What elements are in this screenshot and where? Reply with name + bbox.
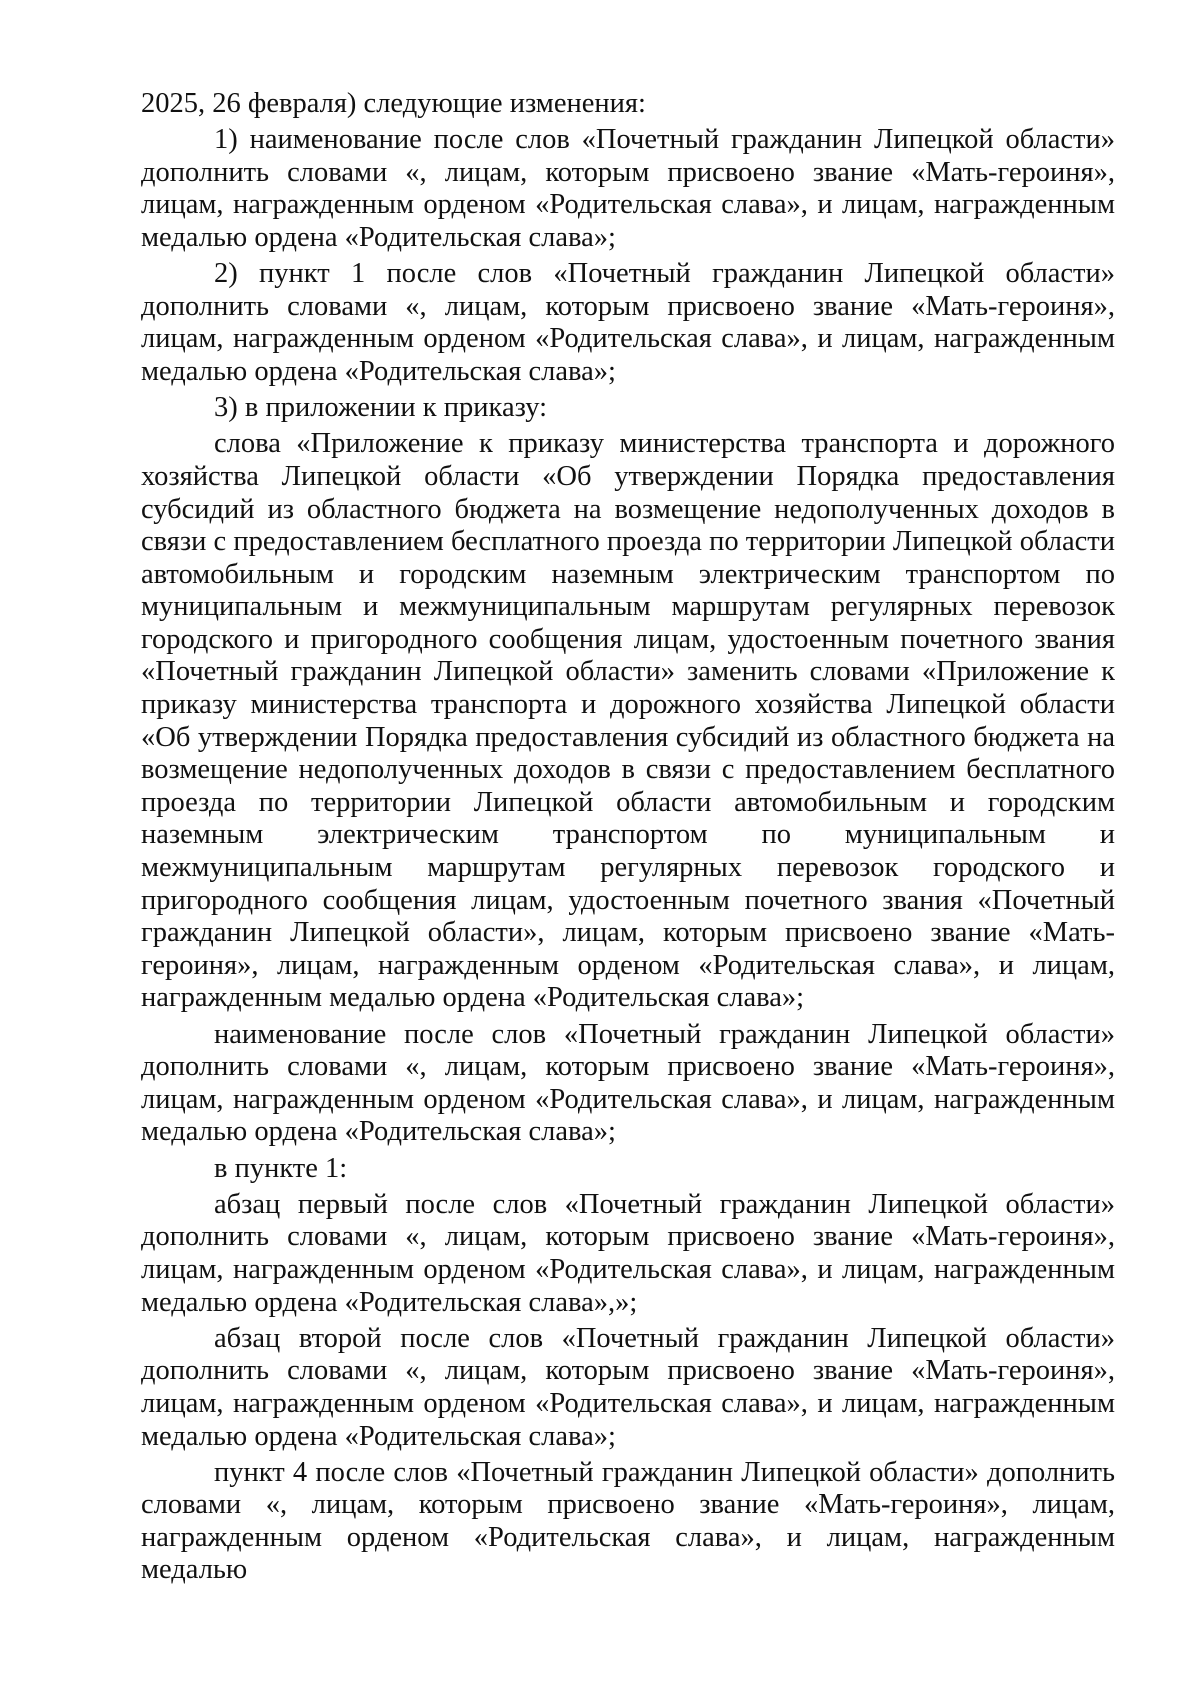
- paragraph-item-1: 1) наименование после слов «Почетный гражданин Липецкой области» дополнить словами «, лицам, которым присвоено звание «Мать-героиня», лицам, награжденным орденом «Родительская слава», и лицам, награжденным медалью ордена «Родительская слава»;: [141, 124, 1115, 253]
- paragraph-abzac-first: абзац первый после слов «Почетный гражданин Липецкой области» дополнить словами «, лицам, которым присвоено звание «Мать-героиня», лицам, награжденным орденом «Родительская слава», и лицам, награжденным медалью ордена «Родительская слава»,»;: [141, 1188, 1115, 1318]
- paragraph-words-replacement: слова «Приложение к приказу министерства транспорта и дорожного хозяйства Липецкой области «Об утверждении Порядка предоставления субсидий из областного бюджета на возмещение недополученных доходов в связи с предоставлением бесплатного проезда по территории Липецкой области автомобильным и городским наземным электрическим транспортом по муниципальным и межмуниципальным маршрутам регулярных перевозок городского и пригородного сообщения лицам, удостоенным почетного звания «Почетный гражданин Липецкой области» заменить словами «Приложение к приказу министерства транспорта и дорожного хозяйства Липецкой области «Об утверждении Порядка предоставления субсидий из областного бюджета на возмещение недополученных доходов в связи с предоставлением бесплатного проезда по территории Липецкой области автомобильным и городским наземным электрическим транспортом по муниципальным и межмуниципальным маршрутам регулярных перевозок городского и пригородного сообщения лицам, удостоенным почетного звания «Почетный гражданин Липецкой области», лицам, которым присвоено звание «Мать-героиня», лицам, награжденным орденом «Родительская слава», и лицам, награжденным медалью ордена «Родительская слава»;: [141, 428, 1115, 1014]
- paragraph-point-4: пункт 4 после слов «Почетный гражданин Липецкой области» дополнить словами «, лицам, которым присвоено звание «Мать-героиня», лицам, награжденным орденом «Родительская слава», и лицам, награжденным медалью: [141, 1456, 1115, 1586]
- paragraph-abzac-second: абзац второй после слов «Почетный гражданин Липецкой области» дополнить словами «, лицам, которым присвоено звание «Мать-героиня», лицам, награжденным орденом «Родительская слава», и лицам, награжденным медалью ордена «Родительская слава»;: [141, 1322, 1115, 1452]
- paragraph-title-amendment: наименование после слов «Почетный гражданин Липецкой области» дополнить словами «, лицам, которым присвоено звание «Мать-героиня», лицам, награжденным орденом «Родительская слава», и лицам, награжденным медалью ордена «Родительская слава»;: [141, 1018, 1115, 1148]
- paragraph-item-2: 2) пункт 1 после слов «Почетный гражданин Липецкой области» дополнить словами «, лицам, которым присвоено звание «Мать-героиня», лицам, награжденным орденом «Родительская слава», и лицам, награжденным медалью ордена «Родительская слава»;: [141, 258, 1115, 387]
- document-page: [141, 88, 1115, 1591]
- paragraph-in-point-1: в пункте 1:: [214, 1152, 348, 1184]
- paragraph-item-3: 3) в приложении к приказу:: [214, 392, 548, 424]
- paragraph-intro: 2025, 26 февраля) следующие изменения:: [141, 88, 646, 119]
